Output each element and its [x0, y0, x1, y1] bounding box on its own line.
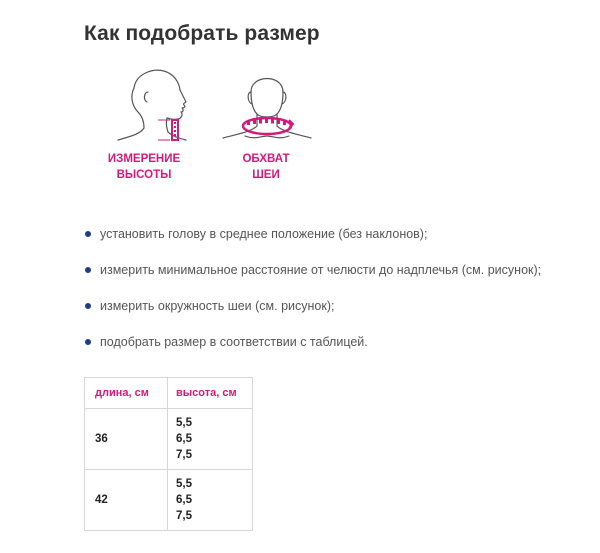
bullet-icon [85, 267, 91, 273]
table-row [85, 409, 253, 470]
instructions-list [84, 224, 541, 368]
column-header-height: высота, см [168, 378, 253, 409]
column-header-length: длина, см [85, 378, 168, 409]
length-cell: 42 [85, 470, 168, 531]
size-table [84, 377, 253, 531]
list-item: установить голову в среднее положение (без наклонов); [84, 224, 541, 260]
list-item: подобрать размер в соответствии с таблицей. [84, 332, 541, 368]
bullet-icon [85, 339, 91, 345]
height-measurement-label: ИЗМЕРЕНИЕ ВЫСОТЫ [107, 153, 181, 181]
length-cell: 36 [85, 409, 168, 470]
list-item: измерить минимальное расстояние от челюсти до надплечья (см. рисунок); [84, 260, 541, 296]
table-header-row [85, 378, 253, 409]
bullet-icon [85, 303, 91, 309]
page-title: Как подобрать размер [84, 22, 320, 45]
neck-circumference-label: ОБХВАТ ШЕИ [242, 153, 290, 181]
height-cell: 5,5 6,5 7,5 [168, 470, 253, 531]
list-item: измерить окружность шеи (см. рисунок); [84, 296, 541, 332]
height-cell: 5,5 6,5 7,5 [168, 409, 253, 470]
table-row [85, 470, 253, 531]
bullet-icon [85, 231, 91, 237]
